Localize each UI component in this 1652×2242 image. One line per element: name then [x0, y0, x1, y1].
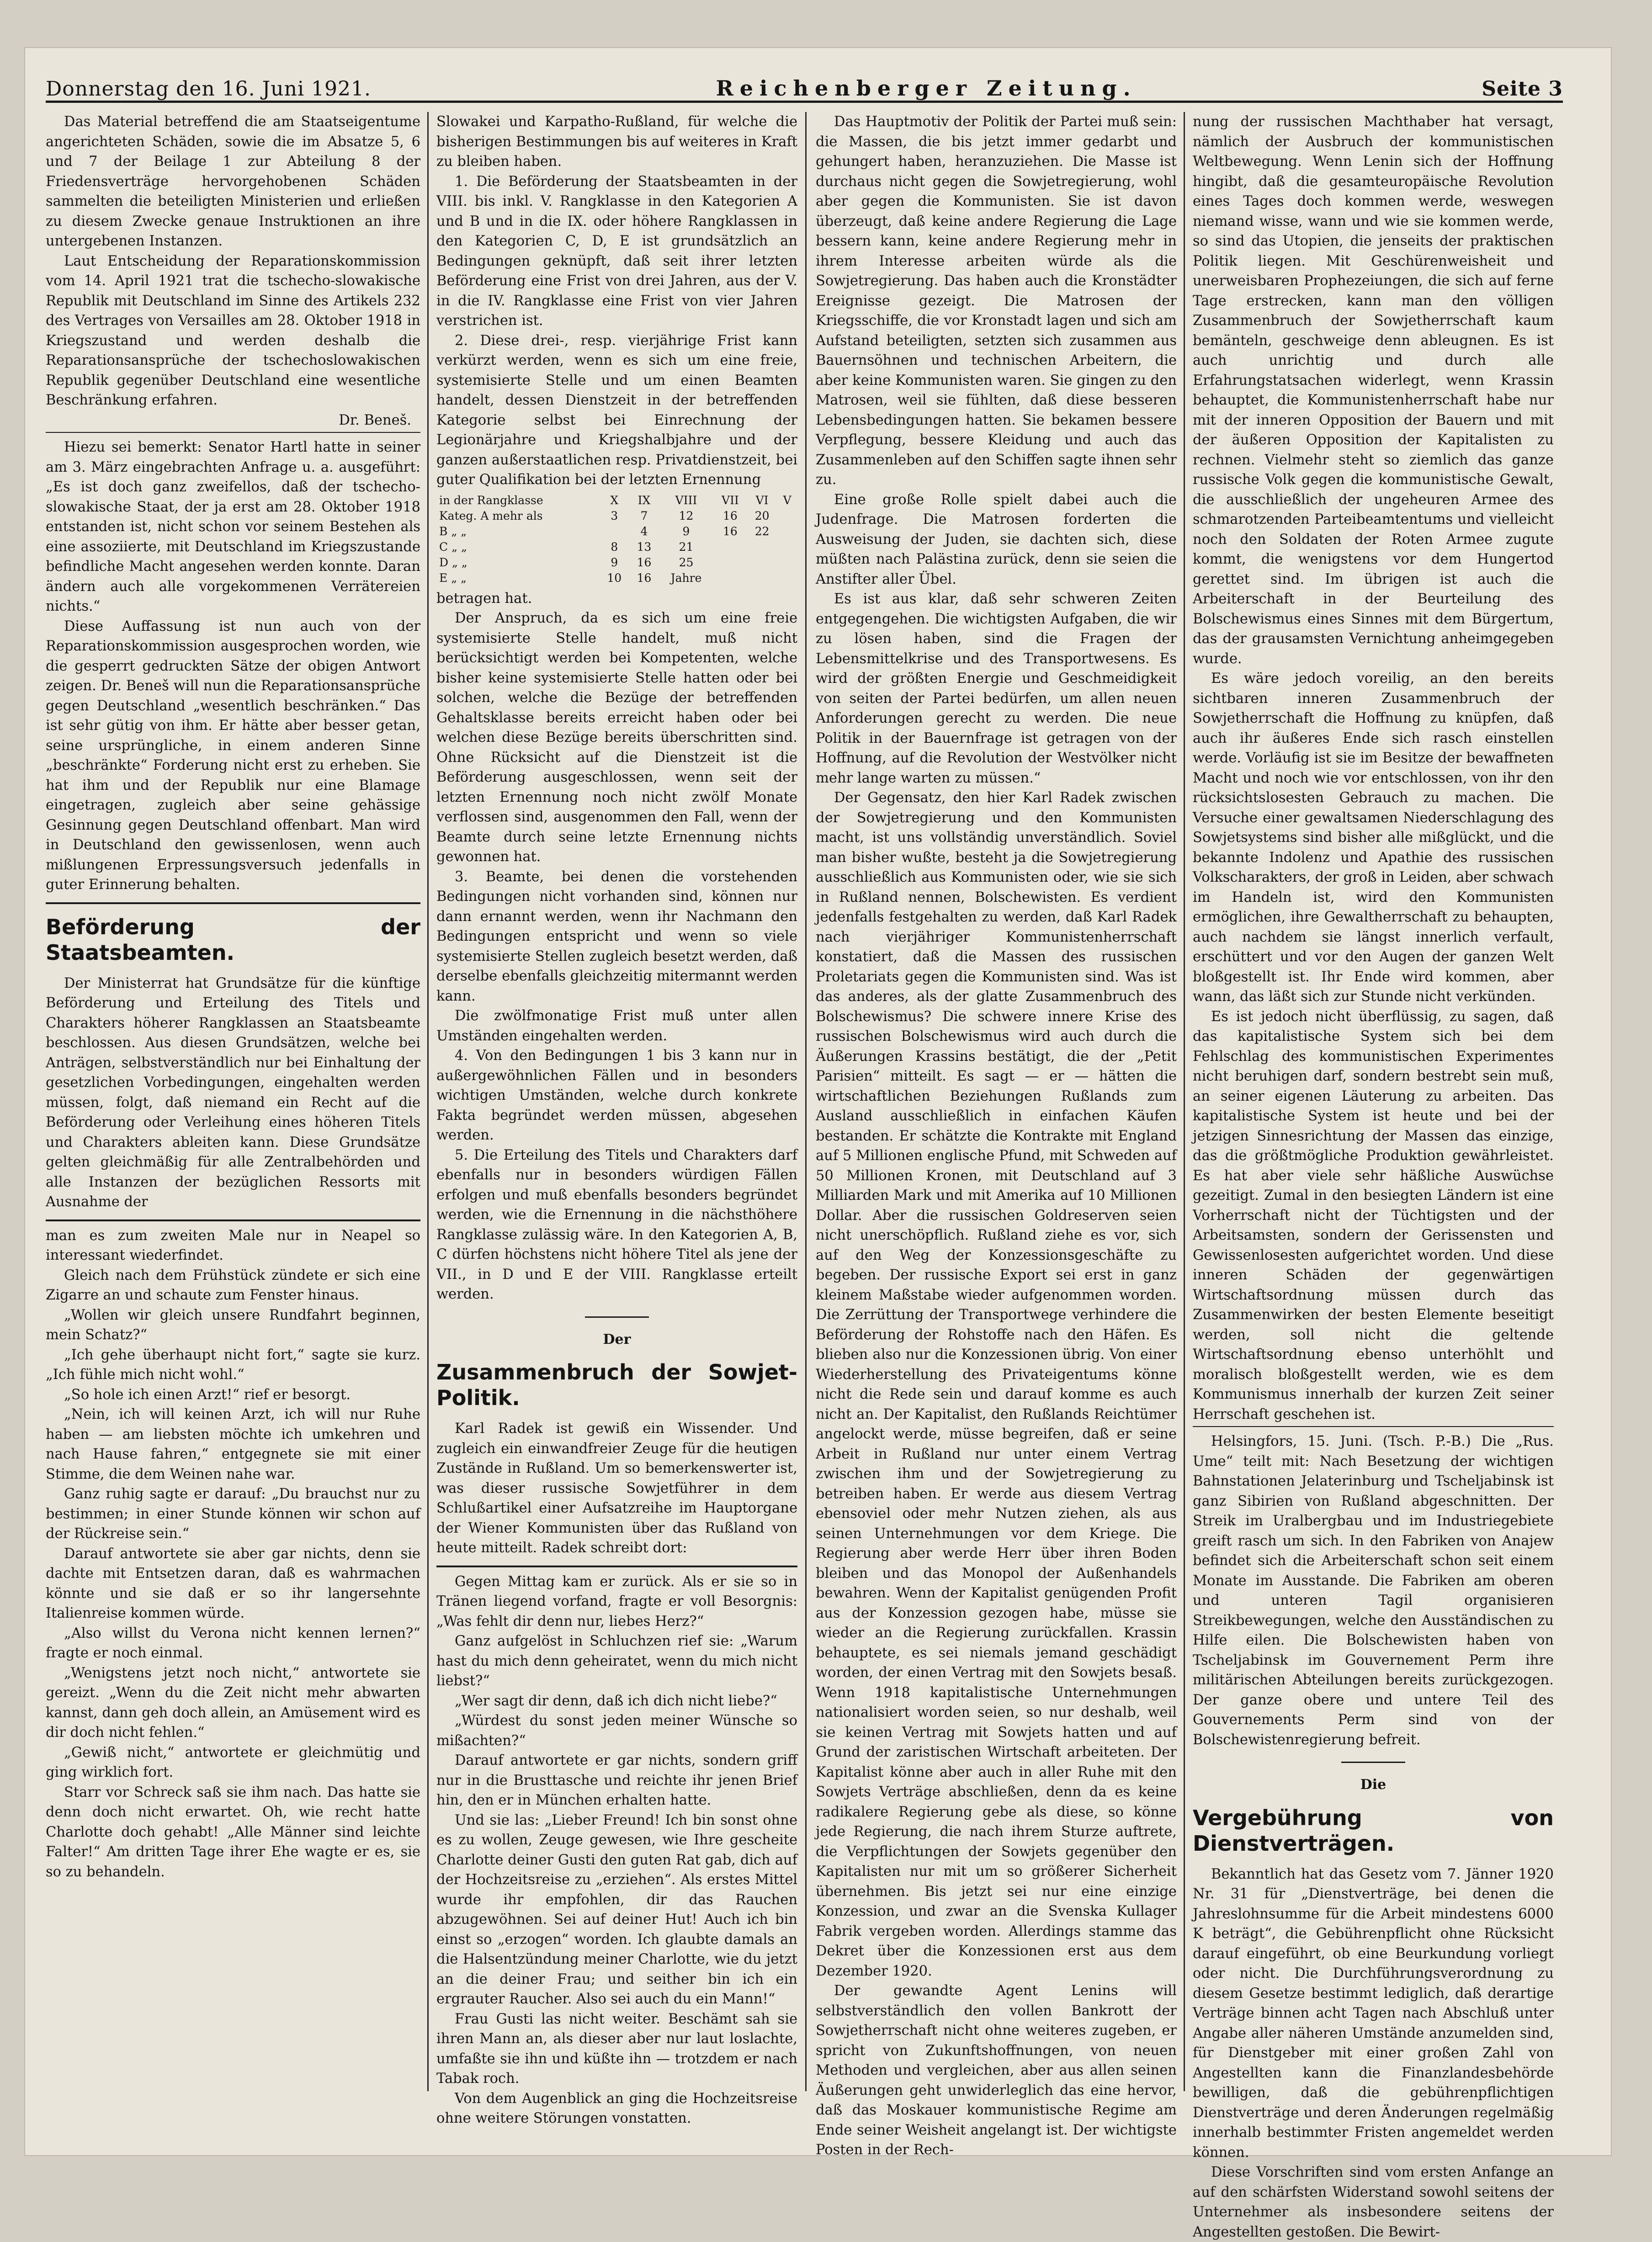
table-row — [436, 524, 797, 539]
paragraph: 3. Beamte, bei denen die vorstehenden Bedingungen nicht vorhanden sind, können nur dann ernannt werden, wenn ihr Nachmann den Bedingungen entspricht und wenn so viele systemisierte Stellen zugleich besetzt werden, daß derselbe ebenfalls gleichzeitig mitermannt werden kann. — [436, 868, 797, 1004]
table-row — [436, 539, 797, 555]
paragraph: Das Hauptmotiv der Politik der Partei muß sein: die Massen, die bis jetzt immer gedarbt und gehungert haben, heranzuziehen. Die Masse ist durchaus nicht gegen die Sowjetregierung, wohl aber gegen die Kommunisten. Sie ist davon überzeugt, daß keine andere Regierung die Lage bessern kann, keine andere Regierung mehr in ihrem Interesse arbeiten würde als die Sowjetregierung. Das haben auch die Kronstädter Ereignisse gezeigt. Die Matrosen der Kriegsschiffe, die vor Kronstadt lagen und sich am Aufstand beteiligten, setzten sich zusammen aus Bauernsöhnen und technischen Arbeitern, die aber keine Kommunisten waren. Sie gingen zu den Matrosen, weil sie fühlten, daß diese besseren Lebensbedingungen hatten. Sie bekamen bessere Verpflegung, bessere Kleidung und auch das Zusammenleben auf den Schiffen sagte ihnen sehr zu. — [816, 114, 1177, 488]
paragraph: 1. Die Beförderung der Staatsbeamten in der VIII. bis inkl. V. Rangklasse in den Kategorien A und B und in die IX. oder höhere Rangklassen in den Kategorien C, D, E ist grundsätzlich an Bedingungen geknüpft, daß seit ihrer letzten Beförderung eine Frist von drei Jahren, aus der V. in die IV. Rangklasse eine Frist von vier Jahren verstrichen ist. — [436, 173, 797, 329]
divider — [585, 1316, 649, 1318]
table-cell: 22 — [754, 524, 770, 538]
paragraph: Die zwölfmonatige Frist muß unter allen Umständen eingehalten werden. — [436, 1008, 797, 1044]
table-cell: Kateg. A mehr als — [439, 509, 543, 522]
article-heading: Beförderung der Staatsbeamten. — [46, 914, 420, 965]
paragraph: 2. Diese drei-, resp. vierjährige Frist kann verkürzt werden, wenn es sich um eine freie, systemisierte Stelle und um einen Beamten handelt, dessen Dienstzeit in der betreffenden Kategorie selbst bei Einrechnung der Legionärjahre und Kriegshalbjahre und der ganzen außerstaatlichen resp. Privatdienstzeit, bei guter Qualifikation bei der letzten Ernennung — [436, 332, 797, 488]
table-cell: 16 — [723, 509, 738, 522]
signature: Dr. Beneš. — [339, 412, 411, 428]
newspaper-title: Reichenberger Zeitung. — [716, 76, 1137, 101]
news-item: Helsingfors, 15. Juni. (Tsch. P.-B.) Die „Rus. Ume“ teilt mit: Nach Besetzung der wichtigen Bahnstationen Jelaterinburg und Tscheljabinsk ist ganz Sibirien von Rußland abgeschnitten. Der Streik im Uralbergbau und im Industriegebiete greift rasch um sich. In den Fabriken von Anajew befindet sich die Arbeiterschaft schon seit einem Monate im Ausstande. Die Fabriken am oberen und unteren Tagil organisieren Streikbewegungen, welche den Ausständischen zu Hilfe eilen. Die Bolschewisten haben von Tscheljabinsk im Gouvernement Perm ihre militärischen Abteilungen bereits zurückgezogen. Der ganze obere und untere Teil des Gouvernements Perm sind von der Bolschewistenregierung befreit. — [1193, 1433, 1554, 1748]
paragraph: Hiezu sei bemerkt: Senator Hartl hatte in seiner am 3. März eingebrachten Anfrage u. a. ausgeführt: „Es ist doch ganz zweifellos, daß der tschecho-slowakische Staat, der ja erst am 28. Oktober 1918 entstanden ist, nicht schon vor seinem Bestehen als eine assoziierte, mit Deutschland im Kriegszustande befindliche Macht angesehen werden konnte. Daran ändern auch alle vorgekommenen Verrätereien nichts.“ — [46, 439, 420, 614]
table-cell: 21 — [679, 540, 694, 554]
column-2 — [436, 112, 797, 2126]
table-header: VIII — [675, 493, 697, 507]
table-cell: 20 — [754, 509, 770, 522]
table-cell: 16 — [637, 555, 652, 569]
story-paragraph: „Würdest du sonst jeden meiner Wünsche so mißachten?“ — [436, 1713, 797, 1749]
table-header-row — [436, 493, 797, 508]
story-paragraph: „So hole ich einen Arzt!“ rief er besorgt. — [64, 1386, 351, 1403]
divider — [46, 432, 420, 433]
table-header: IX — [637, 493, 651, 507]
divider — [1193, 1426, 1554, 1427]
paragraph: Karl Radek ist gewiß ein Wissender. Und zugleich ein einwandfreier Zeuge für die heutigen Zustände in Rußland. Um so bemerkenswerter ist, was dieser russische Sowjetführer in dem Schlußartikel einer Aufsatzreihe im Hauptorgane der Wiener Kommunisten über das Rußland von heute mitteilt. Radek schreibt dort: — [436, 1421, 797, 1556]
table-cell: 12 — [679, 509, 694, 522]
issue-date: Donnerstag den 16. Juni 1921. — [46, 77, 371, 101]
paragraph: Das Material betreffend die am Staatseigentume angerichteten Schäden, sowie die im Absatze 5, 6 und 7 der Beilage 1 zur Abteilung 8 der Friedensverträge hervorgehobenen Schäden sammelten die beteiligten Ministerien und erließen zu diesem Zwecke genaue Instruktionen an ihre untergebenen Instanzen. — [46, 114, 420, 249]
table-cell: 3 — [611, 509, 618, 522]
column-1 — [46, 112, 420, 2109]
table-cell: B „ „ — [439, 524, 467, 538]
paragraph: Diese Vorschriften sind vom ersten Anfange an auf den schärfsten Widerstand sowohl seitens der Unternehmer als insbesondere seitens der Angestellten gestoßen. Die Bewirt- — [1193, 2164, 1554, 2240]
table-cell: 10 — [607, 571, 622, 585]
column-rule — [427, 112, 429, 2091]
table-cell: 4 — [640, 524, 648, 538]
paragraph: Es ist jedoch nicht überflüssig, zu sagen, daß das kapitalistische System sich bei dem Fehlschlag des kommunistischen Experimentes nicht beruhigen darf, sondern bestrebt sein muß, an seiner eigenen Läuterung zu arbeiten. Das kapitalistische System ist heute und bei der jetzigen Sinnesrichtung der Massen das einzige, das die größtmögliche Produktion gewährleistet. Es hat aber viele sehr häßliche Auswüchse gezeitigt. Zumal in den besiegten Ländern ist eine Vorherrschaft nicht der Tüchtigsten und der Arbeitsamsten, sondern der Gerissensten und Gewissenlosesten aufgerichtet worden. Und diese inneren Schäden der gegenwärtigen Wirtschaftsordnung müssen durch das Zusammenwirken der besten Elemente beseitigt werden, soll nicht die geltende Wirtschaftsordnung ebenso unterhöhlt und moralisch bloßgestellt werden, wie es dem Kommunismus innerhalb der kurzen Zeit seiner Herrschaft geschehen ist. — [1193, 1008, 1554, 1422]
table-row — [436, 555, 797, 570]
table-header: VII — [722, 493, 739, 507]
column-4 — [1193, 112, 1554, 2240]
rank-table — [436, 493, 797, 586]
column-rule — [1184, 112, 1185, 2091]
story-paragraph: man es zum zweiten Male nur in Neapel so interessant wiederfindet. — [46, 1227, 420, 1263]
paragraph: Eine große Rolle spielt dabei auch die Judenfrage. Die Matrosen forderten die Ausweisung der Juden, sie dachten sich, diese müßten nach Palästina zurück, denn sie seien die Anstifter aller Übel. — [816, 491, 1177, 587]
paragraph: 4. Von den Bedingungen 1 bis 3 kann nur in außergewöhnlichen Fällen und in besonders wichtigen Umständen, welche durch konkrete Fakta begründet werden müssen, abgesehen werden. — [436, 1048, 797, 1143]
paragraph: Es ist aus klar, daß sehr schweren Zeiten entgegengehen. Die wichtigsten Aufgaben, die wir zu lösen haben, sind die Fragen der Lebensmittelkrise und des Transportwesens. Es wird der größten Energie und Geschmeidigkeit von seiten der Partei bedürfen, um allen neuen Anforderungen gerecht zu werden. Die neue Politik in der Bauernfrage ist getragen von der Hoffnung, auf die Revolution der Westvölker nicht mehr lange warten zu müssen.“ — [816, 591, 1177, 786]
paragraph: Bekanntlich hat das Gesetz vom 7. Jänner 1920 Nr. 31 für „Dienstverträge, bei denen die Jahreslohnsumme für die Arbeit mindestens 6000 K beträgt“, die Gebührenpflicht ohne Rücksicht darauf eingeführt, ob eine Beurkundung vorliegt oder nicht. Die Durchführungsverordnung zu diesem Gesetze bestimmt lediglich, daß derartige Verträge binnen acht Tagen nach Abschluß unter Angabe aller näheren Umstände anzumelden sind, für Dienstgeber mit einer großen Zahl von Angestellten kann die Finanzlandesbehörde bewilligen, daß die gebührenpflichtigen Dienstverträge und deren Änderungen regelmäßig innerhalb bestimmter Fristen angemeldet werden können. — [1193, 1866, 1554, 2161]
article-heading: Vergebührung von Dienstverträgen. — [1193, 1805, 1554, 1856]
paragraph: Es wäre jedoch voreilig, an den bereits sichtbaren inneren Zusammenbruch der Sowjetherrschaft die Hoffnung zu knüpfen, daß auch ihr äußeres Ende sich rasch einstellen werde. Vorläufig ist sie im Besitze der bewaffneten Macht und noch wie vor entschlossen, von ihr den rücksichtslosesten Gebrauch zu machen. Die Versuche einer gewaltsamen Niederschlagung des Sowjetsystems sind bisher alle mißglückt, und die bekannte Indolenz und Apathie des russischen Volkscharakters, der groß in Leiden, aber schwach im Handeln ist, wird den Kommunisten ermöglichen, ihre Gewaltherrschaft zu behaupten, auch nachdem sie längst innerlich verfault, erschüttert und vor den Augen der ganzen Welt bloßgestellt ist. Ihr Ende wird kommen, aber wann, das läßt sich zur Stunde nicht verkünden. — [1193, 671, 1554, 1005]
masthead — [46, 69, 1563, 103]
story-paragraph: Starr vor Schreck saß sie ihm nach. Das hatte sie denn doch nicht erwartet. Oh, wie recht hatte Charlotte doch gehabt! „Alle Männer sind leichte Falter!“ Am dritten Tage ihrer Ehe wagte er es, sie so zu behandeln. — [46, 1784, 420, 1880]
table-cell: 9 — [682, 524, 690, 538]
divider — [1341, 1762, 1405, 1763]
paragraph: Der Ministerrat hat Grundsätze für die künftige Beförderung und Erteilung des Titels und Charakters höherer Rangklassen an Staatsbeamte beschlossen. Aus diesen Grundsätzen, welche bei Anträgen, selbstverständlich nur bei Einhaltung der gesetzlichen Vorbedingungen, eingehalten werden müssen, folgt, daß niemand ein Recht auf die Beförderung oder Verleihung eines höheren Titels und Charakters ableiten kann. Diese Grundsätze gelten gleichmäßig für alle Zentralbehörden und alle Instanzen der bezüglichen Ressorts mit Ausnahme der — [46, 975, 420, 1210]
table-cell: 8 — [611, 540, 618, 554]
story-paragraph: Frau Gusti las nicht weiter. Beschämt sah sie ihren Mann an, als dieser aber nur laut loslachte, umfaßte sie ihn und küßte ihn — trotzdem er nach Tabak roch. — [436, 2011, 797, 2087]
story-paragraph: „Nein, ich will keinen Arzt, ich will nur Ruhe haben — am liebsten möchte ich umkehren und nach Hause fahren,“ entgegnete sie mit einer Stimme, die dem Weinen nahe war. — [46, 1406, 420, 1482]
story-paragraph: „Wollen wir gleich unsere Rundfahrt beginnen, mein Schatz?“ — [46, 1307, 420, 1343]
column-rule — [805, 112, 807, 2091]
story-paragraph: Von dem Augenblick an ging die Hochzeitsreise ohne weitere Störungen vonstatten. — [436, 2090, 797, 2126]
paragraph: betragen hat. — [436, 590, 532, 607]
paragraph: 5. Die Erteilung des Titels und Charakters darf ebenfalls nur in besonders würdigen Fällen erfolgen und muß ebenfalls besonders begründet werden, wie die Ernennung in die nächsthöhere Rangklasse zulässig wäre. In den Kategorien A, B, C dürfen höchstens nicht höhere Titel als jene der VII., in D und E der VIII. Rangklasse erteilt werden. — [436, 1147, 797, 1302]
table-row — [436, 508, 797, 524]
table-cell: 13 — [637, 540, 652, 554]
table-cell: D „ „ — [439, 555, 467, 569]
paragraph: Der Anspruch, da es sich um eine freie systemisierte Stelle handelt, muß nicht berücksichtigt werden bei Kompetenten, welche bisher keine systemisierte Stelle hatten oder bei solchen, welche die Bezüge der betreffenden Gehaltsklasse bereits erreicht haben oder bei welchen diese Bezüge bereits überschritten sind. Ohne Rücksicht auf die Dienstzeit ist die Beförderung ausgeschlossen, wenn seit der letzten Ernennung noch nicht zwölf Monate verflossen sind, ausgenommen den Fall, wenn der Beamte durch seine letzte Ernennung nichts gewonnen hat. — [436, 610, 797, 865]
feuilleton-divider — [46, 1220, 420, 1221]
story-paragraph: Ganz aufgelöst in Schluchzen rief sie: „Warum hast du mich denn geheiratet, wenn du mich nicht liebst?“ — [436, 1633, 797, 1689]
article-heading: Zusammenbruch der Sowjet-Politik. — [436, 1360, 797, 1410]
page-number: Seite 3 — [1482, 77, 1563, 101]
feuilleton-divider — [436, 1566, 797, 1567]
story-paragraph: Ganz ruhig sagte er darauf: „Du brauchst nur zu bestimmen; in einer Stunde können wir schon auf der Rückreise sein.“ — [46, 1486, 420, 1542]
table-header: in der Rangklasse — [439, 493, 543, 507]
story-paragraph: Gegen Mittag kam er zurück. Als er sie so in Tränen liegend vorfand, fragte er voll Besorgnis: „Was fehlt dir denn nur, liebes Herz?“ — [436, 1573, 797, 1630]
table-header: VI — [755, 493, 769, 507]
paragraph: nung der russischen Machthaber hat versagt, nämlich der Ausbruch der kommunistischen Weltbewegung. Wenn Lenin sich der Hoffnung hingibt, daß die gesamteuropäische Revolution eines Tages doch kommen werde, weswegen niemand wisse, wann und wie sie kommen werde, so sind das Utopien, die jenseits der praktischen Politik liegen. Mit Geschürenweisheit und unerweisbaren Prophezeiungen, die sich auf ferne Tage erstrecken, kann man den völligen Zusammenbruch der Sowjetherrschaft kaum bemänteln, geschweige denn ableugnen. Es ist auch unrichtig und durch alle Erfahrungstatsachen widerlegt, wenn Krassin behauptet, die Kommunistenherrschaft habe nur mit der inneren Opposition der Bauern und mit der äußeren Opposition der Kapitalisten zu rechnen. Vielmehr steht so ziemlich das ganze russische Volk gegen die kommunistische Gewalt, die ausschließlich der ungeheuren Armee des schmarotzenden Parteibeamtentums und vielleicht noch den Soldaten der Roten Armee zugute kommt, die wenigstens vor dem Hungertod gerettet sind. Im übrigen ist auch die Arbeiterschaft in der Beurteilung des Bolschewismus eines Sinnes mit dem Bürgertum, das der grausamsten Vernichtung anheimgegeben wurde. — [1193, 114, 1554, 667]
table-cell: C „ „ — [439, 540, 467, 554]
table-header: X — [610, 493, 619, 507]
story-paragraph: Darauf antwortete sie aber gar nichts, denn sie dachte mit Entsetzen daran, daß es wahrmachen könnte und sie daß er so ihr langersehnte Italienreise kommen würde. — [46, 1545, 420, 1621]
column-3 — [816, 112, 1177, 2158]
divider — [46, 902, 420, 904]
paragraph: Slowakei und Karpatho-Rußland, für welche die bisherigen Bestimmungen bis auf weiteres in Kraft zu bleiben haben. — [436, 114, 797, 170]
story-paragraph: „Also willst du Verona nicht kennen lernen?“ fragte er noch einmal. — [46, 1625, 420, 1661]
table-cell: 16 — [723, 524, 738, 538]
table-cell: 9 — [611, 555, 618, 569]
story-paragraph: „Ich gehe überhaupt nicht fort,“ sagte sie kurz. „Ich fühle mich nicht wohl.“ — [46, 1347, 420, 1383]
heading-kicker: Die — [1360, 1777, 1386, 1793]
story-paragraph: Und sie las: „Lieber Freund! Ich bin sonst ohne es zu wollen, Zeuge gewesen, wie Ihre gescheite Charlotte deiner Gusti den guten Rat gab, dich auf der Hochzeitsreise zu „erziehen“. Als erstes Mittel wurde ihr empfohlen, dir das Rauchen abzugewöhnen. Sei auf deiner Hut! Auch ich bin einst so „erzogen“ worden. Ich glaubte damals an die Halsentzündung meiner Charlotte, wie du jetzt an die deiner Frau; und seither bin ich ein ergrauter Raucher. Also sei auch du ein Mann!“ — [436, 1812, 797, 2007]
table-cell: E „ „ — [439, 571, 467, 585]
story-paragraph: „Wer sagt dir denn, daß ich dich nicht liebe?“ — [455, 1693, 777, 1709]
table-cell: 25 — [679, 555, 694, 569]
story-paragraph: Gleich nach dem Frühstück zündete er sich eine Zigarre an und schaute zum Fenster hinaus. — [46, 1267, 420, 1303]
paragraph: Laut Entscheidung der Reparationskommission vom 14. April 1921 trat die tschecho-slowakische Republik mit Deutschland im Sinne des Artikels 232 des Vertrages von Versailles am 28. Oktober 1918 in Kriegszustand und werden deshalb die Reparationsansprüche der tschechoslowakischen Republik gegenüber Deutschland eine wesentliche Beschränkung erfahren. — [46, 253, 420, 408]
table-row — [436, 570, 797, 586]
table-cell: 7 — [640, 509, 648, 522]
story-paragraph: „Gewiß nicht,“ antwortete er gleichmütig und ging wirklich fort. — [46, 1744, 420, 1780]
story-paragraph: „Wenigstens jetzt noch nicht,“ antwortete sie gereizt. „Wenn du die Zeit nicht mehr abwarten kannst, dann geh doch allein, an Amüsement wird es dir doch nicht fehlen.“ — [46, 1665, 420, 1741]
paragraph: Der gewandte Agent Lenins will selbstverständlich den vollen Bankrott der Sowjetherrschaft nicht ohne weiteres zugeben, er spricht von Zukunftshoffnungen, von neuen Methoden und vergleichen, aber aus allen seinen Äußerungen geht unwiderleglich das eine hervor, daß das Moskauer kommunistische Regime am Ende seiner Weisheit angelangt ist. Der wichtigste Posten in der Rech- — [816, 1983, 1177, 2158]
table-header: V — [783, 493, 791, 507]
paragraph: Der Gegensatz, den hier Karl Radek zwischen der Sowjetregierung und den Kommunisten macht, ist uns vollständig unverständlich. Soviel man bisher wußte, besteht ja die Sowjetregierung ausschließlich aus Kommunisten oder, wie sie sich in Rußland nennen, Bolschewisten. Es verdient jedenfalls festgehalten zu werden, daß Karl Radek nach vierjähriger Kommunistenherrschaft konstatiert, daß die Massen des russischen Proletariats gegen die Kommunisten sind. Was ist das anderes, als der glatte Zusammenbruch des Bolschewismus? Die schwere innere Krise des russischen Bolschewismus wird auch durch die Äußerungen Krassins bestätigt, die der „Petit Parisien“ mitteilt. Es sagt — er — hätten die wirtschaftlichen Beziehungen Rußlands zum Ausland ausschließlich in einfachen Käufen bestanden. Er schätzte die Kontrakte mit England auf 5 Millionen englische Pfund, mit Schweden auf 50 Millionen Kronen, mit Deutschland auf 3 Milliarden Mark und mit Amerika auf 10 Millionen Dollar. Aber die russischen Goldreserven seien nicht unerschöpflich. Rußland ziehe es vor, sich auf den Weg der Konzessionsgeschäfte zu begeben. Der russische Export sei erst in ganz kleinem Maßstabe wieder aufgenommen worden. Die Zerrüttung der Transportwege verhindere die Beförderung der Rohstoffe nach den Häfen. Es blieben also nur die Konzessionen übrig. Von einer Wiederherstellung des Privateigentums könne nicht die Rede sein und darauf komme es auch nicht an. Der Kapitalist, den Rußlands Reichtümer angelockt werde, müsse begreifen, daß er seine Arbeit in Rußland nur unter einem Vertrag zwischen ihm und der Sowjetregierung zu betreiben haben. Er werde aus diesem Vertrag ebensoviel oder mehr Nutzen ziehen, als aus seinen Unternehmungen vor dem Kriege. Die Regierung aber werde Herr über ihren Boden bleiben und das Monopol der Außenhandels bewahren. Wenn der Kapitalist genügenden Profit aus der Konzession gezogen habe, müsse sie wieder an die Regierung zurückfallen. Krassin behauptete, es sei niemals jemand geschädigt worden, der einen Vertrag mit den Sowjets besaß. Wenn 1918 kapitalistische Unternehmungen nationalisiert worden seien, so nur deshalb, weil sie keinen Vertrag mit Sowjets hatten und auf Grund der zaristischen Wirtschaft arbeiteten. Der Kapitalist könne aber auch in aller Ruhe mit den Sowjets Verträge abschließen, denn da es keine radikalere Regierung gebe als diese, so könne jede Regierung, die nach ihrem Sturze auftrete, die Verpflichtungen der Sowjets gegenüber den Kapitalisten nur mit um so größerer Sicherheit übernehmen. Bis jetzt sei nur eine einzige Konzession, und zwar an die Svenska Kullager Fabrik vergeben worden. Allerdings stamme das Dekret über die Konzessionen erst aus dem Dezember 1920. — [816, 790, 1177, 1979]
story-paragraph: Darauf antwortete er gar nichts, sondern griff nur in die Brusttasche und reichte ihr jenen Brief hin, den er in München erhalten hatte. — [436, 1752, 797, 1808]
table-cell: Jahre — [670, 571, 702, 585]
paragraph: Diese Auffassung ist nun auch von der Reparationskommission ausgesprochen worden, wie die gesperrt gedruckten Sätze der obigen Antwort zeigen. Dr. Beneš will nun die Reparationsansprüche gegen Deutschland „wesentlich beschränken.“ Das ist sehr gütig von ihm. Er hätte aber besser getan, seine ursprüngliche, in einem anderen Sinne „beschränkte“ Forderung nicht erst zu erheben. Sie hat ihm und der Republik nur eine Blamage eingetragen, zugleich aber seine gehässige Gesinnung gegen Deutschland offenbart. Man wird in Deutschland den gewissenlosen, wenn auch mißlungenen Erpressungsversuch jedenfalls in guter Erinnerung behalten. — [46, 618, 420, 893]
table-cell: 16 — [637, 571, 652, 585]
heading-kicker: Der — [603, 1331, 631, 1347]
